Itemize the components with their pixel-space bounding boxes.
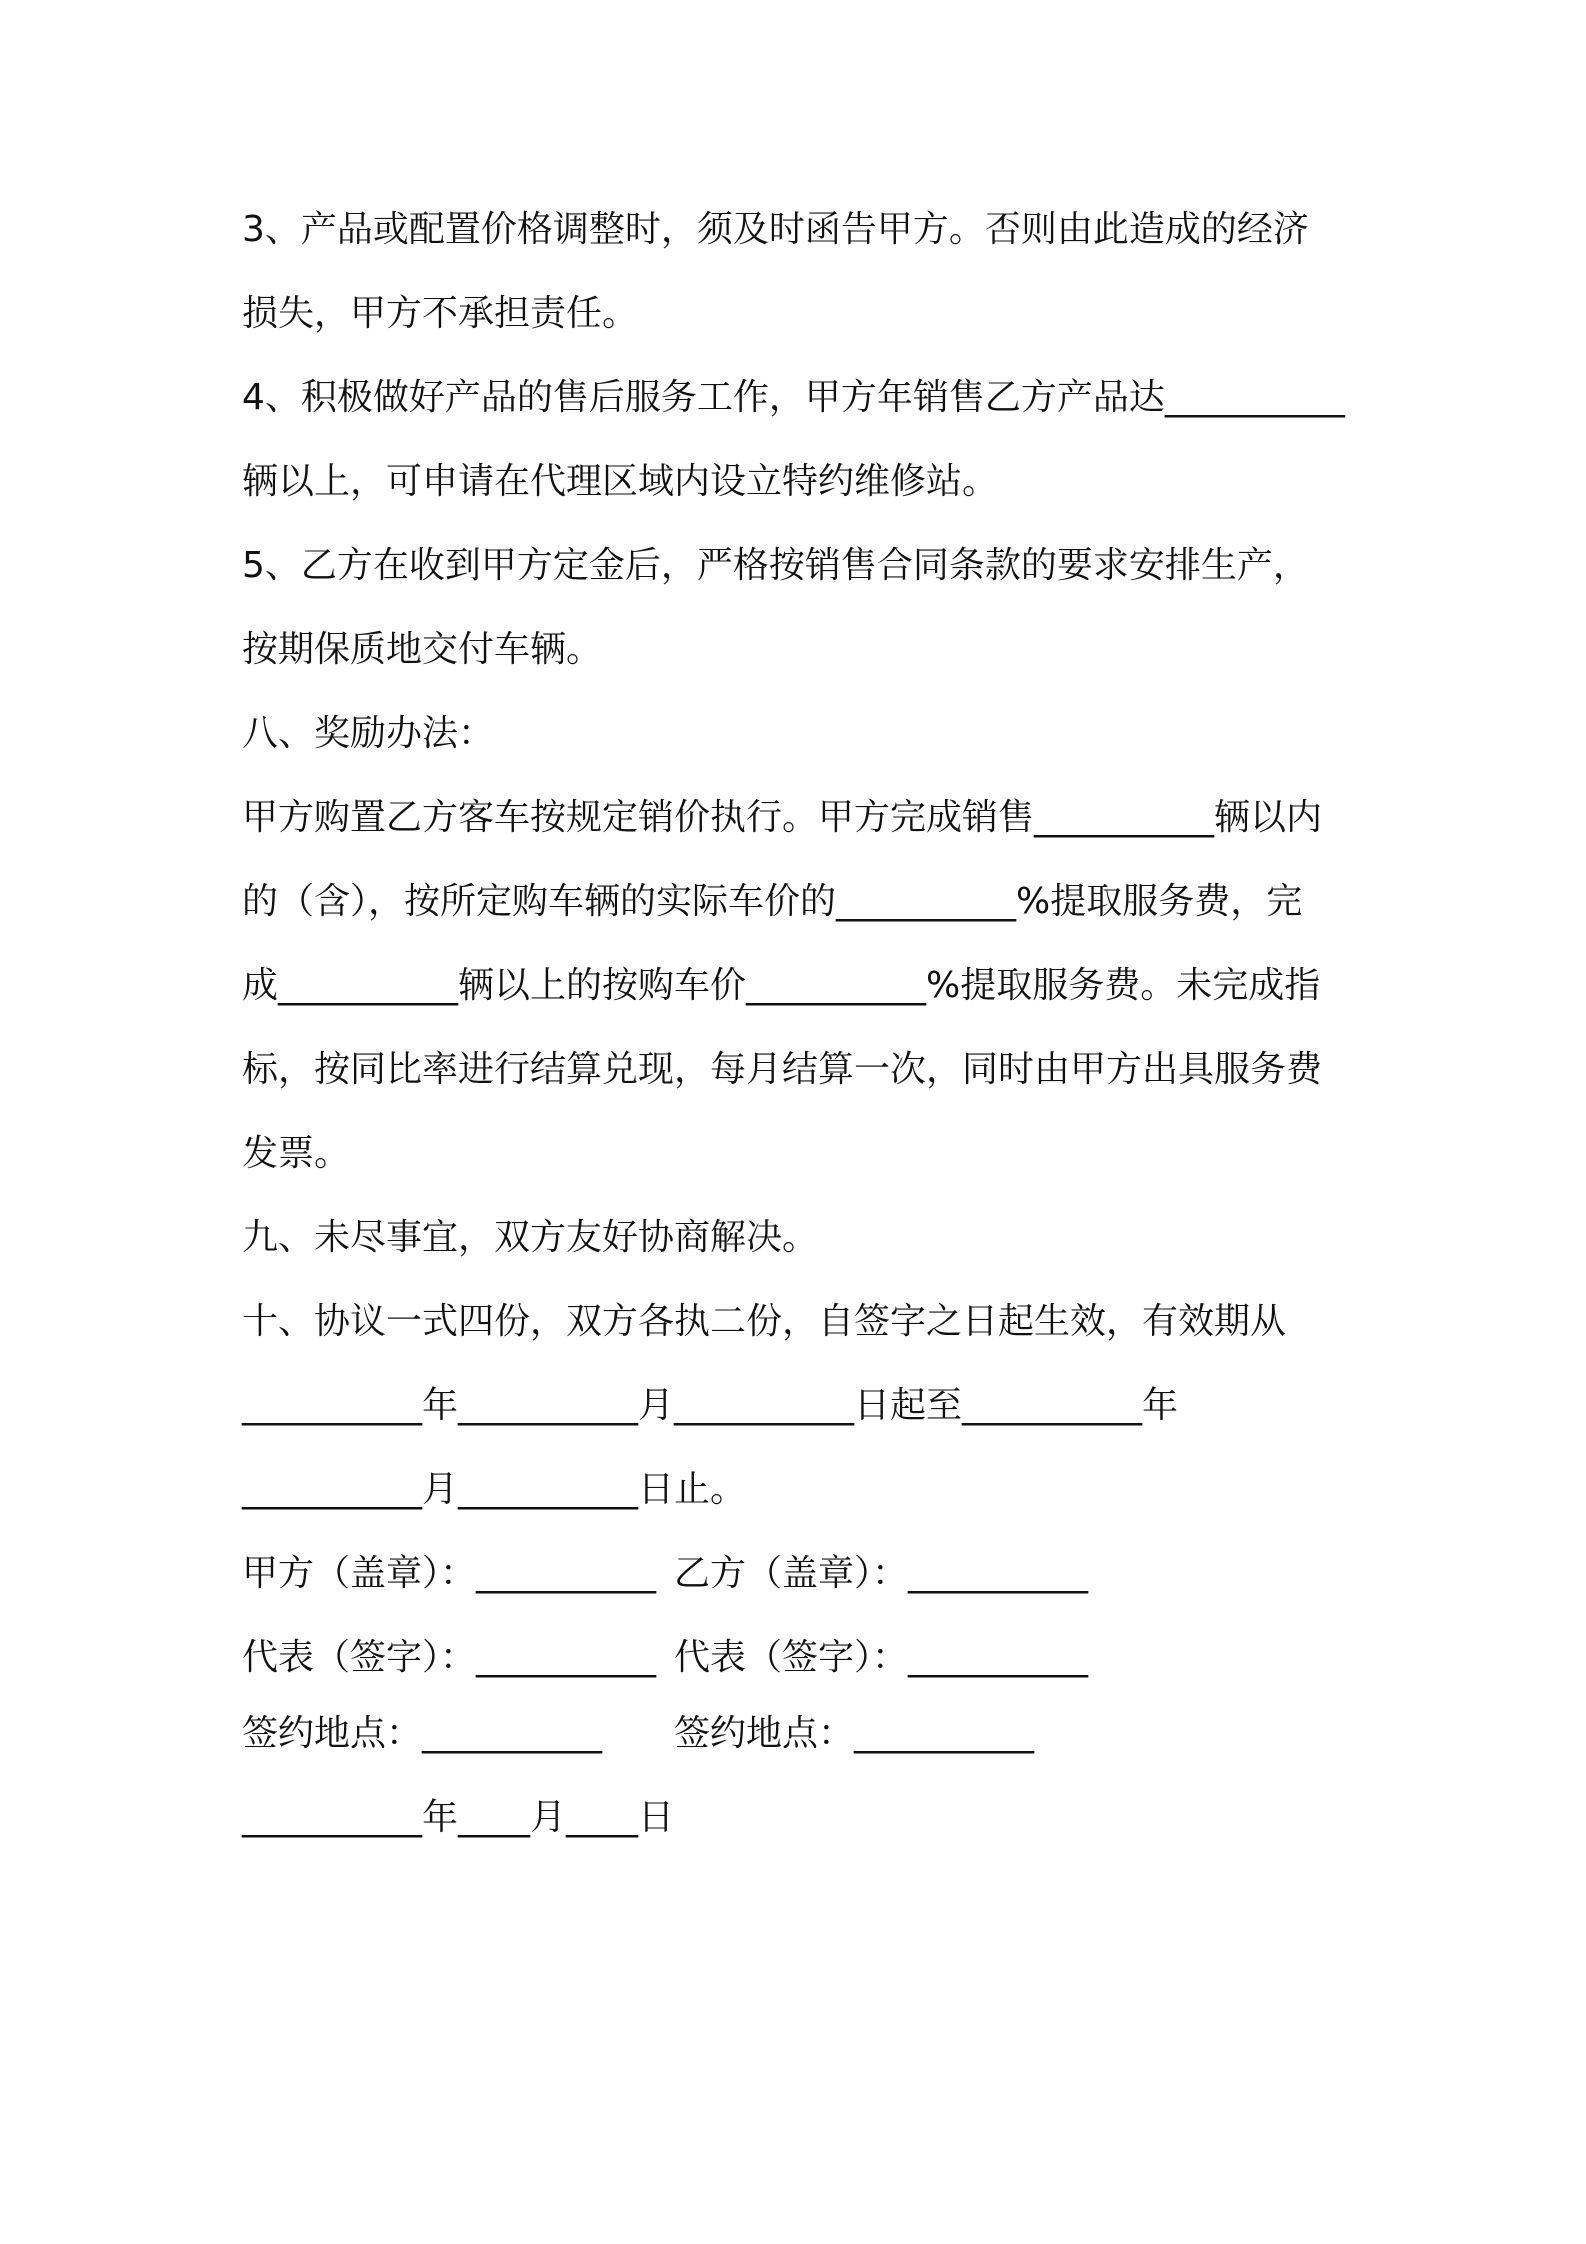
clause-5-line-2: 按期保质地交付车辆。 [242, 629, 603, 670]
party-b-seal: 乙方（盖章）：__________ [674, 1553, 1089, 1594]
section-9: 九、未尽事宜，双方友好协商解决。 [242, 1217, 819, 1258]
section-8-line-5: 发票。 [242, 1133, 351, 1174]
clause-3-line-2: 损失，甲方不承担责任。 [242, 293, 639, 334]
signing-place-a: 签约地点：__________ [242, 1713, 603, 1754]
section-8-line-1: 甲方购置乙方客车按规定销价执行。甲方完成销售__________辆以内 [242, 797, 1323, 838]
clause-4-line-2: 辆以上，可申请在代理区域内设立特约维修站。 [242, 461, 999, 502]
signing-date: __________年____月____日 [242, 1797, 674, 1838]
section-8-line-4: 标，按同比率进行结算兑现，每月结算一次，同时由甲方出具服务费 [242, 1049, 1323, 1090]
party-a-seal: 甲方（盖章）：__________ [242, 1553, 657, 1594]
section-8-line-3: 成__________辆以上的按购车价__________%提取服务费。未完成指 [242, 965, 1321, 1006]
section-10-line-1: 十、协议一式四份，双方各执二份，自签字之日起生效，有效期从 [242, 1301, 1287, 1342]
section-8-line-2: 的（含），按所定购车辆的实际车价的__________%提取服务费，完 [242, 881, 1303, 922]
section-10-line-2: __________年__________月__________日起至__________年 [242, 1385, 1179, 1426]
signing-place-b: 签约地点：__________ [674, 1713, 1035, 1754]
section-10-line-3: __________月__________日止。 [242, 1469, 747, 1510]
representative-a: 代表（签字）：__________ [242, 1637, 657, 1678]
clause-3-line-1: 3、产品或配置价格调整时，须及时函告甲方。否则由此造成的经济 [242, 209, 1309, 250]
section-8-heading: 八、奖励办法： [242, 713, 495, 754]
representative-b: 代表（签字）：__________ [674, 1637, 1089, 1678]
clause-5-line-1: 5、乙方在收到甲方定金后，严格按销售合同条款的要求安排生产， [242, 545, 1309, 586]
clause-4-line-1: 4、积极做好产品的售后服务工作，甲方年销售乙方产品达__________ [242, 377, 1345, 418]
